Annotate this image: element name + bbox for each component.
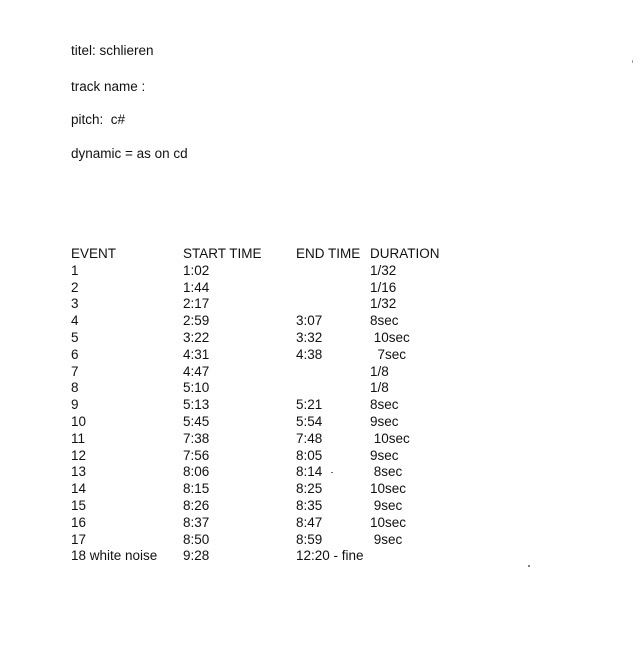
cell-event: 18 white noise (71, 548, 158, 564)
cell-event: 13 (71, 464, 87, 480)
cell-start-time: 2:17 (183, 296, 210, 312)
cell-start-time: 7:38 (183, 430, 210, 446)
header-end-time: END TIME (296, 246, 361, 261)
table-row (71, 481, 407, 498)
cell-end-time: 8:14 (296, 464, 323, 480)
cell-duration: 1/32 (370, 296, 397, 312)
track-name-line: track name : (71, 79, 146, 94)
cell-duration: 8sec (370, 313, 399, 329)
cell-event: 11 (71, 430, 86, 446)
cell-duration: 8sec (370, 464, 403, 480)
cell-duration: 7sec (370, 346, 407, 362)
cell-start-time: 4:31 (183, 346, 210, 362)
event-table (71, 246, 440, 565)
cell-start-time: 5:10 (183, 380, 210, 396)
cell-start-time: 5:45 (183, 413, 210, 429)
cell-duration: 1/8 (370, 380, 389, 396)
table-row (71, 262, 397, 280)
table-row (71, 413, 399, 431)
cell-start-time: 4:47 (183, 363, 210, 379)
cell-event: 4 (71, 313, 79, 329)
cell-start-time: 8:15 (183, 481, 210, 497)
cell-start-time: 9:28 (183, 548, 210, 564)
cell-event: 1 (71, 262, 79, 278)
cell-end-time: 5:21 (296, 397, 323, 413)
cell-end-time: 8:05 (296, 447, 323, 463)
cell-event: 16 (71, 514, 87, 530)
cell-start-time: 1:44 (183, 279, 210, 295)
table-row (71, 531, 403, 549)
scan-speck (632, 60, 633, 63)
cell-event: 3 (71, 296, 79, 312)
cell-duration: 1/32 (370, 262, 397, 278)
cell-end-time: 3:32 (296, 329, 323, 345)
table-row (71, 296, 397, 313)
table-row (71, 397, 399, 414)
cell-event: 17 (71, 531, 87, 547)
cell-end-time: 12:20 - fine (296, 548, 364, 564)
cell-duration: 9sec (370, 497, 403, 513)
cell-end-time: 8:59 (296, 531, 323, 547)
cell-start-time: 8:26 (183, 497, 210, 513)
table-header-row (71, 246, 440, 263)
cell-duration: 10sec (370, 481, 407, 497)
cell-duration: 10sec (370, 430, 410, 446)
cell-end-time: 8:47 (296, 514, 323, 530)
table-row (71, 464, 403, 481)
cell-event: 2 (71, 279, 79, 295)
cell-event: 8 (71, 380, 79, 396)
cell-end-time: 3:07 (296, 313, 323, 329)
cell-start-time: 3:22 (183, 329, 210, 345)
table-row (71, 548, 364, 565)
header-start-time: START TIME (183, 246, 262, 261)
table-row (71, 447, 399, 465)
cell-duration: 1/16 (370, 279, 397, 295)
cell-start-time: 8:06 (183, 464, 210, 480)
cell-duration: 8sec (370, 397, 399, 413)
cell-start-time: 5:13 (183, 397, 210, 413)
title-line: titel: schlieren (71, 43, 154, 58)
cell-start-time: 8:50 (183, 531, 210, 547)
pitch-line: pitch: c# (71, 112, 126, 127)
cell-duration: 9sec (370, 413, 399, 429)
cell-end-time: 5:54 (296, 413, 323, 429)
cell-event: 14 (71, 481, 87, 497)
cell-event: 9 (71, 397, 79, 413)
table-row (71, 514, 407, 532)
table-row (71, 430, 410, 448)
cell-start-time: 2:59 (183, 313, 210, 329)
header-event: EVENT (71, 246, 117, 261)
cell-start-time: 1:02 (183, 262, 210, 278)
table-row (71, 363, 389, 381)
table-row (71, 329, 410, 347)
cell-duration: 10sec (370, 329, 410, 345)
cell-duration: 1/8 (370, 363, 389, 379)
table-row (71, 497, 403, 515)
cell-event: 5 (71, 329, 79, 345)
scan-speck (528, 565, 530, 567)
cell-end-time: 7:48 (296, 430, 323, 446)
cell-event: 15 (71, 497, 87, 513)
table-row (71, 313, 399, 330)
cell-end-time: 4:38 (296, 346, 323, 362)
cell-duration: 10sec (370, 514, 407, 530)
scan-speck (331, 472, 333, 473)
cell-duration: 9sec (370, 447, 399, 463)
cell-start-time: 8:37 (183, 514, 210, 530)
table-row (71, 346, 407, 364)
table-row (71, 279, 397, 297)
cell-event: 7 (71, 363, 79, 379)
cell-end-time: 8:35 (296, 497, 323, 513)
header-duration: DURATION (370, 246, 440, 261)
cell-event: 6 (71, 346, 79, 362)
table-body (71, 262, 410, 565)
cell-end-time: 8:25 (296, 481, 323, 497)
dynamic-line: dynamic = as on cd (71, 146, 188, 161)
cell-duration: 9sec (370, 531, 403, 547)
table-row (71, 380, 389, 397)
cell-event: 10 (71, 413, 87, 429)
cell-start-time: 7:56 (183, 447, 210, 463)
cell-event: 12 (71, 447, 87, 463)
